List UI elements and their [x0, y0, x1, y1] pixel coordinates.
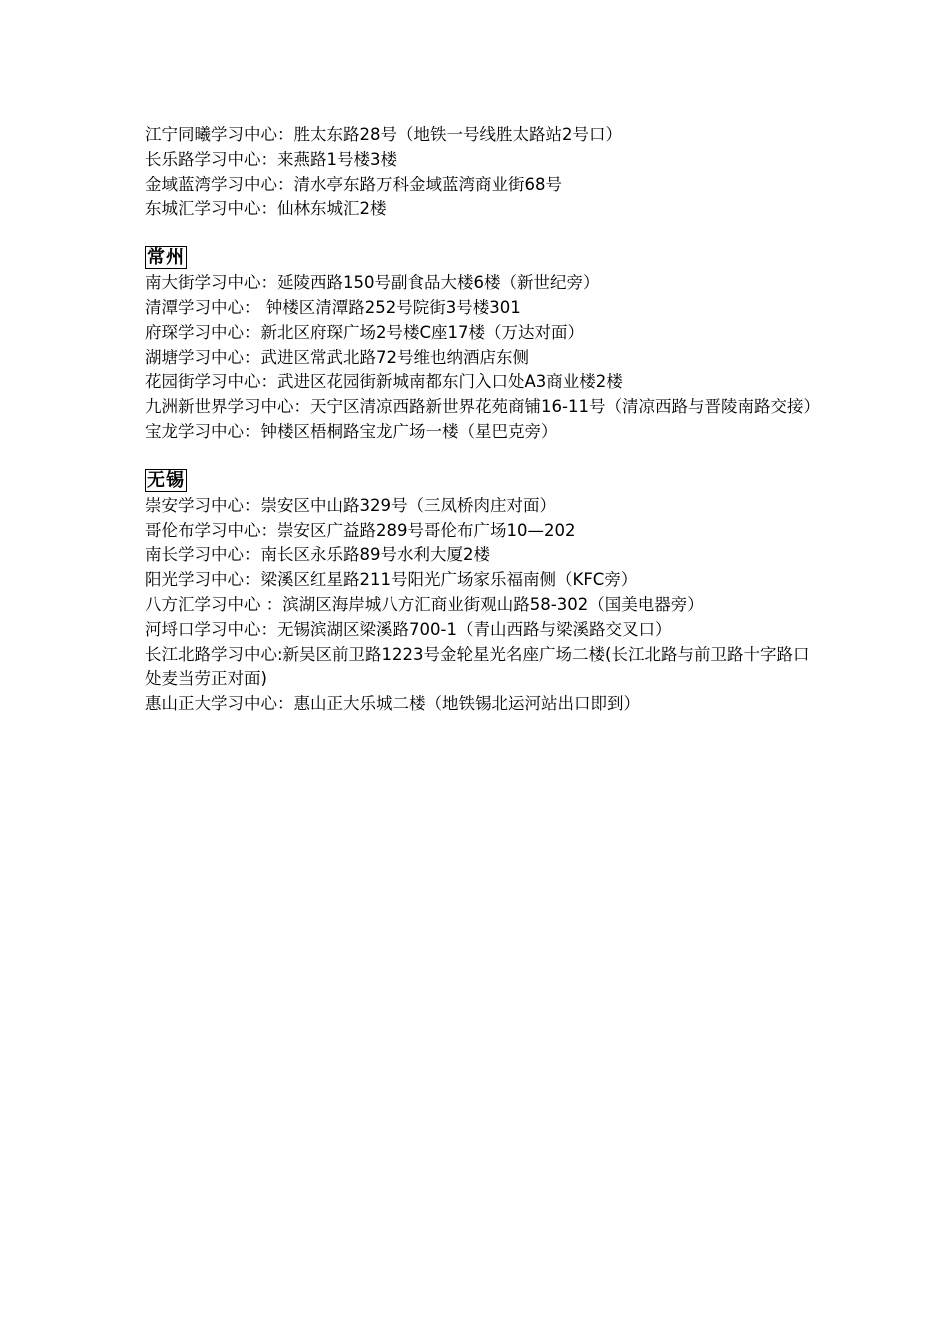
learning-center-baolong: 宝龙学习中心：钟楼区梧桐路宝龙广场一楼（星巴克旁）: [145, 421, 558, 441]
document-page: [145, 123, 820, 717]
learning-center-jiuzhou: 九洲新世界学习中心：天宁区清凉西路新世界花苑商铺16-11号（清凉西路与晋陵南路交接）: [145, 397, 820, 417]
city-heading-wuxi: 无锡: [147, 469, 185, 491]
learning-center-dongchenghui: 东城汇学习中心：仙林东城汇2楼: [145, 199, 387, 219]
learning-center-huayuanjie: 花园街学习中心：武进区花园街新城南都东门入口处A3商业楼2楼: [145, 372, 623, 392]
changzhou-section: [145, 246, 820, 445]
learning-center-changjiangbeilu: 长江北路学习中心:新吴区前卫路1223号金轮星光名座广场二楼(长江北路与前卫路十字路口处麦当劳正对面): [145, 644, 810, 689]
wuxi-section: [145, 469, 815, 717]
learning-center-huishanzhengda: 惠山正大学习中心：惠山正大乐城二楼（地铁锡北运河站出口即到）: [145, 694, 640, 714]
learning-center-gelunbu: 哥伦布学习中心：崇安区广益路289号哥伦布广场10—202: [145, 520, 576, 540]
learning-center-hutang: 湖塘学习中心：武进区常武北路72号维也纳酒店东侧: [145, 347, 529, 367]
learning-center-qingtan: 清潭学习中心： 钟楼区清潭路252号院街3号楼301: [145, 297, 521, 317]
learning-center-bafanghui: 八方汇学习中心 ：滨湖区海岸城八方汇商业街观山路58-302（国美电器旁）: [145, 594, 704, 614]
learning-center-jinyulanwan: 金域蓝湾学习中心：清水亭东路万科金域蓝湾商业街68号: [145, 174, 562, 194]
learning-center-tongxi: 江宁同曦学习中心：胜太东路28号（地铁一号线胜太路站2号口）: [145, 125, 622, 144]
learning-center-changlelu: 长乐路学习中心：来燕路1号楼3楼: [145, 149, 397, 169]
learning-center-nandajie: 南大街学习中心：延陵西路150号副食品大楼6楼（新世纪旁）: [145, 273, 600, 293]
learning-center-nanchang: 南长学习中心：南长区永乐路89号水利大厦2楼: [145, 545, 490, 565]
nanjing-section: [145, 123, 815, 222]
learning-center-fuchen: 府琛学习中心：新北区府琛广场2号楼C座17楼（万达对面）: [145, 322, 585, 342]
learning-center-helekou: 河埒口学习中心：无锡滨湖区梁溪路700-1（青山西路与梁溪路交叉口）: [145, 619, 672, 639]
learning-center-yangguang: 阳光学习中心：梁溪区红星路211号阳光广场家乐福南侧（KFC旁）: [145, 570, 638, 590]
learning-center-chongan: 崇安学习中心：崇安区中山路329号（三凤桥肉庄对面）: [145, 495, 556, 515]
city-heading-changzhou: 常州: [147, 247, 185, 269]
